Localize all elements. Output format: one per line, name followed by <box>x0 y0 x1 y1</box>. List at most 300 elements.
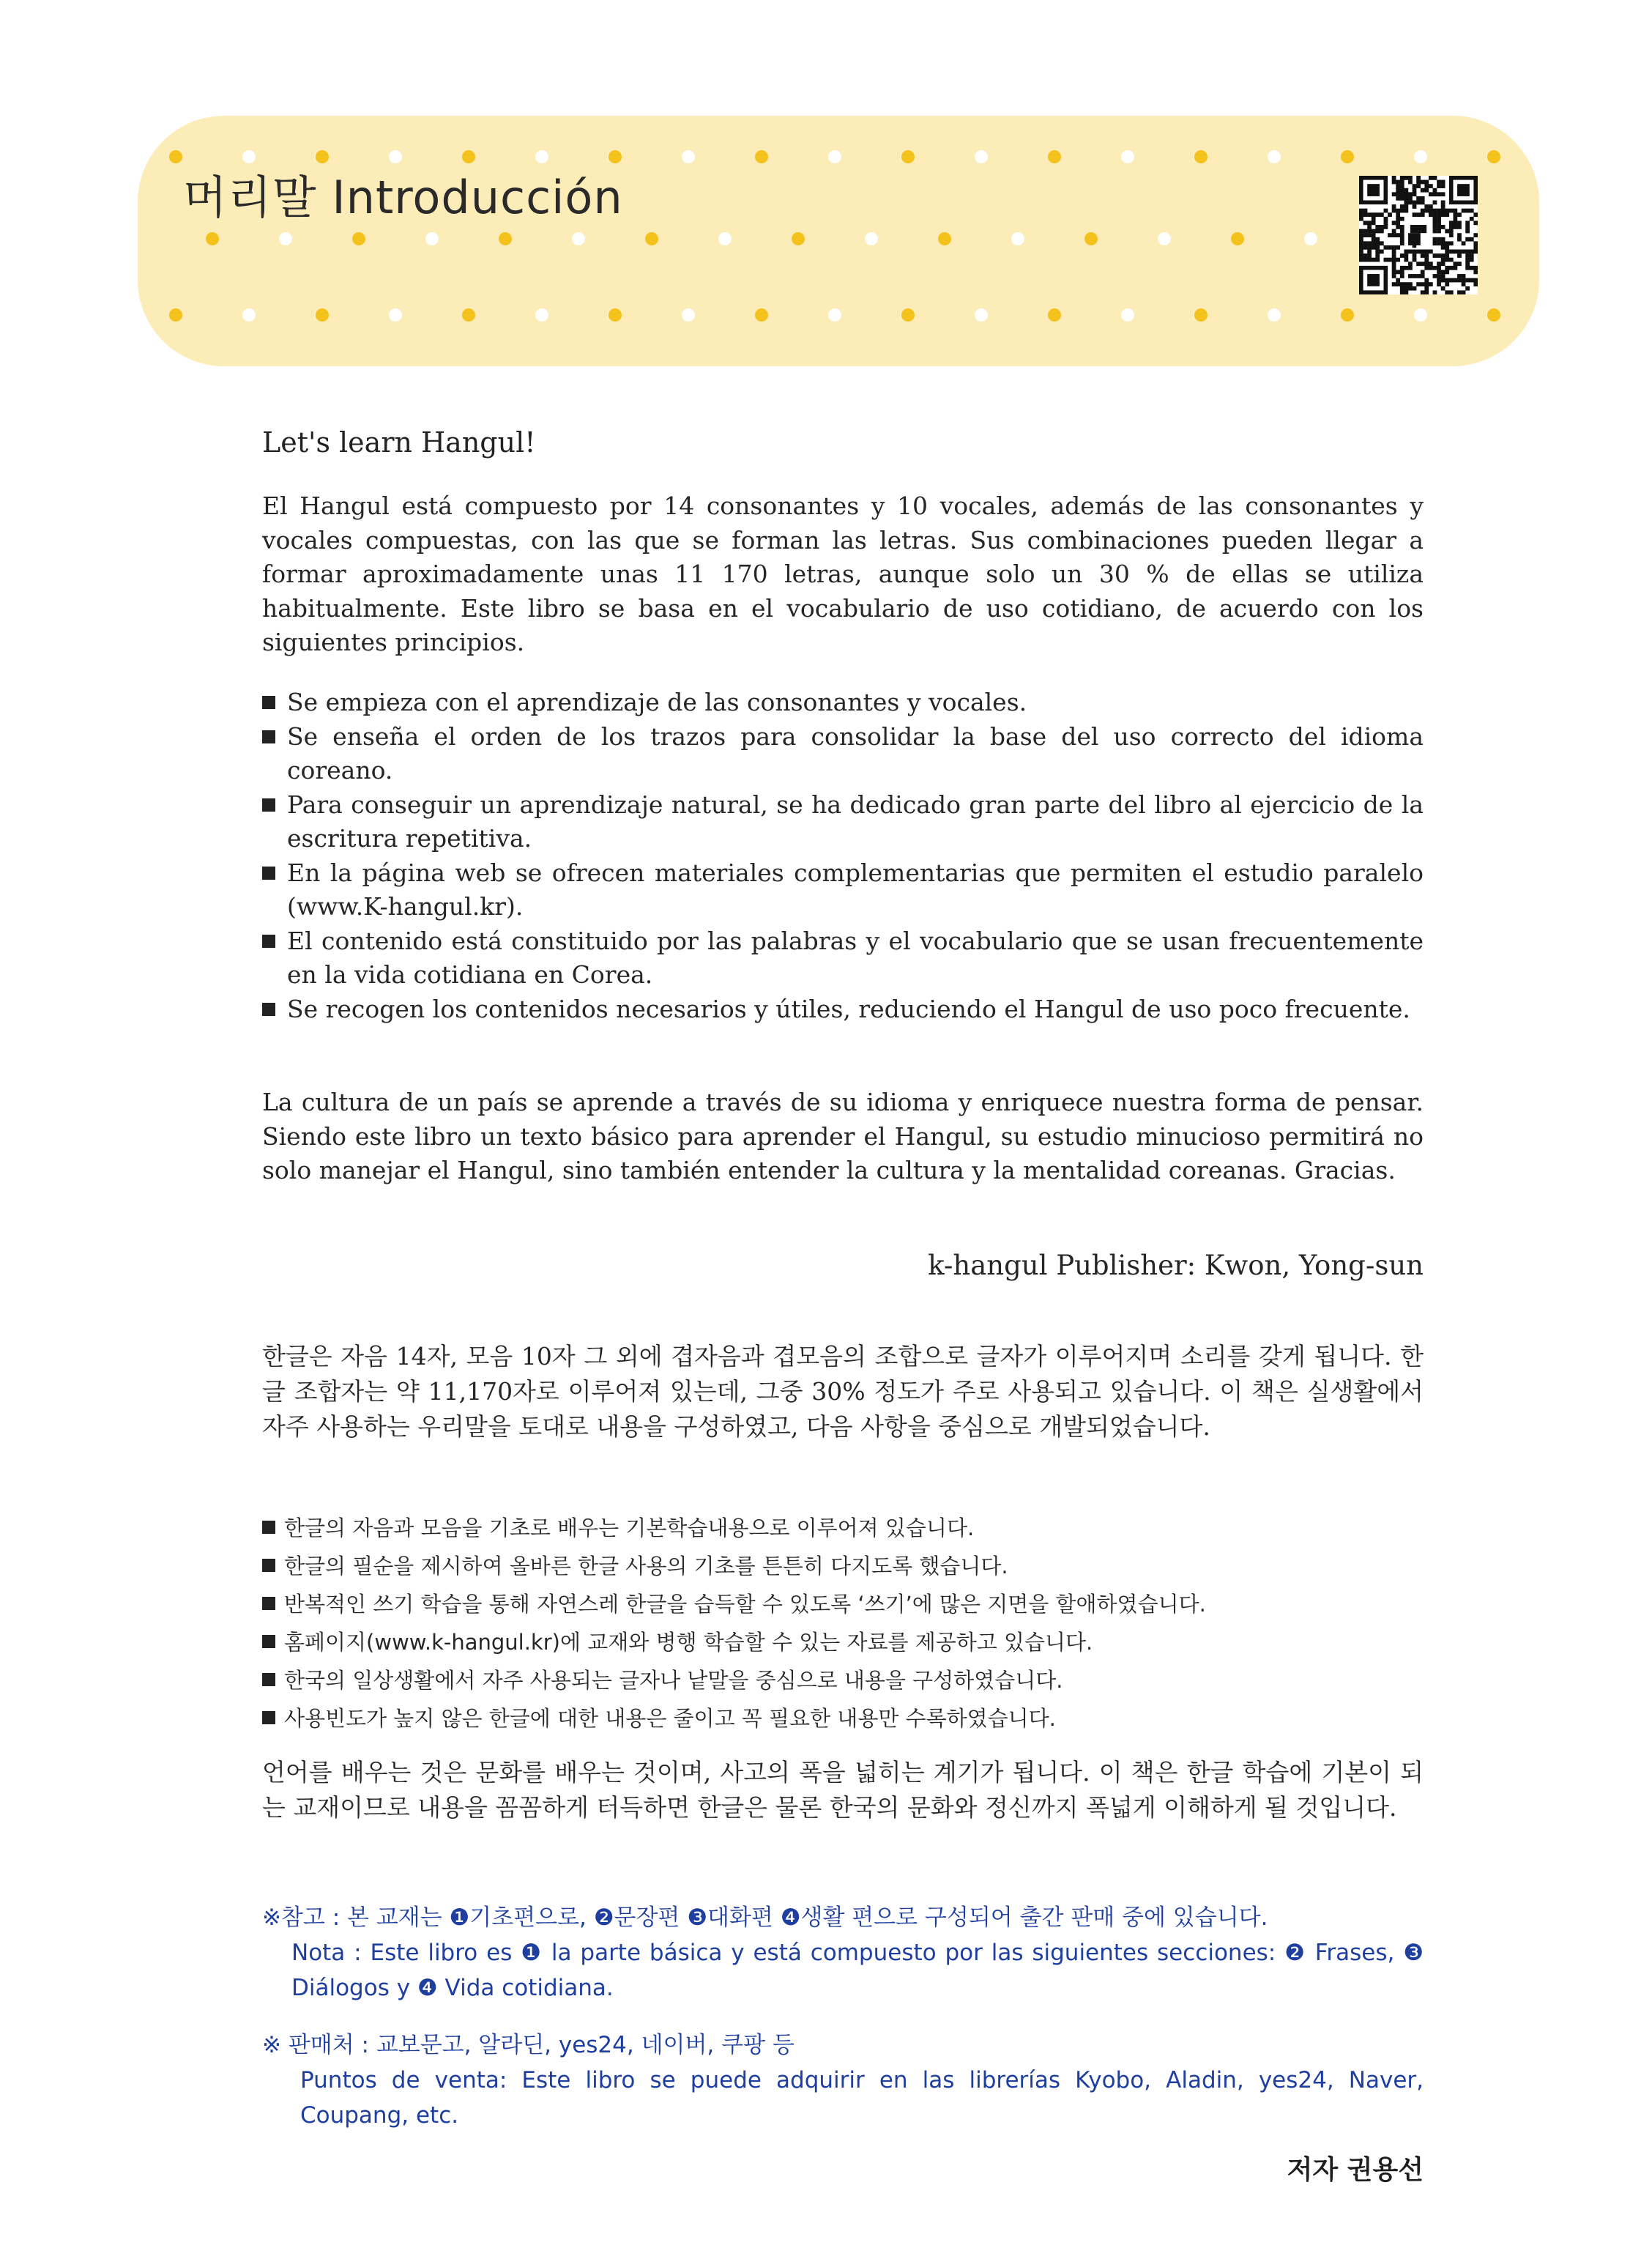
qr-module <box>1453 250 1457 254</box>
qr-module <box>1449 258 1454 262</box>
decor-dot <box>462 308 475 322</box>
qr-module <box>1404 204 1408 209</box>
qr-module <box>1429 209 1433 213</box>
qr-module <box>1375 241 1380 245</box>
qr-module <box>1424 286 1429 291</box>
qr-module <box>1408 201 1413 205</box>
qr-module <box>1392 250 1396 254</box>
sales-note-spanish: Puntos de venta: Este libro se puede adquirir en las librerías Kyobo, Aladin, yes24, Naver, Coupang, etc. <box>300 2067 1424 2129</box>
qr-module <box>1416 184 1421 188</box>
qr-module <box>1400 241 1404 245</box>
qr-code-icon[interactable] <box>1359 176 1478 294</box>
qr-module <box>1470 237 1474 242</box>
qr-module <box>1429 266 1433 270</box>
qr-module <box>1437 253 1441 258</box>
qr-module <box>1465 258 1470 262</box>
qr-module <box>1408 233 1421 245</box>
qr-module <box>1363 253 1368 258</box>
qr-module <box>1359 233 1363 237</box>
qr-module <box>1449 220 1454 225</box>
qr-module <box>1359 250 1363 254</box>
qr-module <box>1465 286 1470 291</box>
qr-module <box>1437 229 1441 234</box>
qr-module <box>1473 266 1478 270</box>
qr-module <box>1465 225 1470 229</box>
qr-module <box>1408 192 1413 196</box>
qr-module <box>1441 201 1446 205</box>
decor-dot <box>1487 308 1500 322</box>
qr-module <box>1363 229 1368 234</box>
qr-module <box>1400 188 1404 193</box>
qr-module <box>1404 176 1408 180</box>
qr-module <box>1359 245 1363 250</box>
qr-module <box>1473 282 1478 286</box>
qr-module <box>1400 229 1404 234</box>
decor-dot <box>1048 308 1061 322</box>
square-bullet-icon <box>262 1003 275 1016</box>
qr-module <box>1400 237 1404 242</box>
korean-bullet-list <box>262 1509 1424 1737</box>
qr-module <box>1408 261 1413 266</box>
decor-dot <box>1341 150 1354 163</box>
qr-module <box>1445 229 1449 234</box>
qr-module <box>1437 266 1441 270</box>
qr-module <box>1465 209 1470 213</box>
qr-module <box>1400 286 1404 291</box>
qr-module <box>1421 209 1425 213</box>
decor-dot <box>975 150 988 163</box>
decor-dot <box>169 150 182 163</box>
decor-dot <box>206 232 219 245</box>
qr-module <box>1392 229 1396 234</box>
decor-dot <box>828 308 841 322</box>
qr-module <box>1433 253 1437 258</box>
qr-module <box>1416 274 1421 278</box>
qr-module <box>1363 241 1368 245</box>
qr-module <box>1392 180 1396 185</box>
qr-module <box>1449 233 1454 237</box>
list-item-text: Se empieza con el aprendizaje de las consonantes y vocales. <box>287 688 1027 716</box>
decor-dot <box>1268 308 1281 322</box>
qr-module <box>1416 201 1421 205</box>
square-bullet-icon <box>262 1635 275 1648</box>
qr-module <box>1413 212 1417 217</box>
qr-module <box>1380 250 1384 254</box>
qr-module <box>1375 212 1380 217</box>
list-item-text: 사용빈도가 높지 않은 한글에 대한 내용은 줄이고 꼭 필요한 내용만 수록하였습니다. <box>284 1706 1056 1731</box>
qr-module <box>1372 233 1376 237</box>
qr-module <box>1457 220 1462 225</box>
qr-module <box>1441 180 1446 185</box>
qr-module <box>1449 278 1454 283</box>
qr-module <box>1421 290 1425 294</box>
qr-module <box>1413 204 1417 209</box>
list-item-text: Para conseguir un aprendizaje natural, se ha dedicado gran parte del libro al ejercicio de la escritura repetitiva. <box>287 790 1424 853</box>
qr-module <box>1380 212 1384 217</box>
decor-dot <box>389 308 402 322</box>
qr-module <box>1441 258 1446 262</box>
qr-module <box>1359 253 1363 258</box>
decor-dot <box>609 308 622 322</box>
qr-module <box>1457 212 1462 217</box>
list-item <box>262 1699 1424 1737</box>
qr-module <box>1400 180 1404 185</box>
qr-module <box>1408 282 1413 286</box>
decor-dot <box>1414 308 1427 322</box>
qr-module <box>1392 245 1396 250</box>
qr-module <box>1424 266 1429 270</box>
qr-module <box>1421 253 1425 258</box>
qr-module <box>1421 270 1425 274</box>
list-item <box>262 924 1424 993</box>
list-item-text: 한글의 필순을 제시하여 올바른 한글 사용의 기초를 튼튼히 다지도록 했습니다. <box>284 1554 1008 1579</box>
list-item <box>262 1547 1424 1585</box>
qr-module <box>1396 258 1400 262</box>
list-item-text: 한글의 자음과 모음을 기초로 배우는 기본학습내용으로 이루어져 있습니다. <box>284 1516 975 1540</box>
qr-module <box>1400 225 1404 229</box>
list-item <box>262 1623 1424 1661</box>
qr-module <box>1473 278 1478 283</box>
qr-module <box>1392 209 1396 213</box>
decor-dot <box>535 308 548 322</box>
decor-dot <box>1487 150 1500 163</box>
qr-module <box>1424 282 1429 286</box>
decor-dot <box>1011 232 1024 245</box>
decor-dot <box>865 232 878 245</box>
qr-module <box>1416 196 1421 201</box>
qr-module <box>1410 225 1426 233</box>
qr-module <box>1465 261 1470 266</box>
qr-module <box>1441 209 1446 213</box>
qr-module <box>1462 241 1466 245</box>
qr-module <box>1453 209 1457 213</box>
qr-module <box>1396 245 1400 250</box>
decor-dot <box>682 308 695 322</box>
publisher-signature: k-hangul Publisher: Kwon, Yong-sun <box>928 1250 1424 1281</box>
qr-module <box>1392 282 1396 286</box>
qr-module <box>1396 233 1400 237</box>
qr-module <box>1408 196 1413 201</box>
qr-module <box>1392 261 1396 266</box>
list-item <box>262 1661 1424 1699</box>
qr-module <box>1453 225 1457 229</box>
qr-module <box>1404 286 1408 291</box>
qr-module <box>1465 237 1470 242</box>
qr-module <box>1449 250 1454 254</box>
qr-module <box>1421 196 1425 201</box>
qr-module <box>1433 229 1437 234</box>
decor-dot <box>1194 150 1208 163</box>
decor-dot <box>792 232 805 245</box>
qr-module <box>1359 237 1363 242</box>
qr-module <box>1367 241 1372 245</box>
qr-module <box>1470 253 1474 258</box>
qr-module <box>1384 220 1388 225</box>
qr-module <box>1367 258 1372 262</box>
qr-module <box>1375 253 1380 258</box>
qr-module <box>1416 261 1421 266</box>
qr-module <box>1453 217 1457 221</box>
qr-module <box>1441 237 1446 242</box>
qr-module <box>1400 282 1404 286</box>
qr-module <box>1380 225 1384 229</box>
qr-module <box>1429 212 1433 217</box>
qr-module <box>1421 282 1425 286</box>
list-item-text: Se enseña el orden de los trazos para consolidar la base del uso correcto del idioma coreano. <box>287 722 1424 784</box>
qr-module <box>1404 282 1408 286</box>
qr-module <box>1400 290 1404 294</box>
qr-module <box>1445 282 1449 286</box>
qr-module <box>1437 237 1441 242</box>
qr-module <box>1441 241 1446 245</box>
qr-module <box>1453 212 1457 217</box>
qr-module <box>1367 233 1372 237</box>
qr-module <box>1392 233 1396 237</box>
qr-module <box>1449 225 1454 229</box>
dot-pattern <box>138 116 1539 366</box>
decor-dot <box>938 232 951 245</box>
decor-dot <box>499 232 512 245</box>
qr-module <box>1445 258 1449 262</box>
qr-module <box>1375 225 1380 229</box>
qr-module <box>1392 253 1396 258</box>
qr-module <box>1457 237 1462 242</box>
qr-module <box>1470 250 1474 254</box>
qr-module <box>1445 241 1449 245</box>
qr-module <box>1363 245 1368 250</box>
qr-module <box>1462 274 1466 278</box>
qr-module <box>1441 274 1446 278</box>
qr-module <box>1429 250 1433 254</box>
qr-module <box>1441 225 1446 229</box>
qr-module <box>1445 250 1449 254</box>
qr-module <box>1433 225 1437 229</box>
qr-module <box>1437 180 1441 185</box>
qr-module <box>1400 204 1404 209</box>
qr-module <box>1465 266 1470 270</box>
qr-module <box>1453 278 1457 283</box>
qr-module <box>1408 250 1413 254</box>
qr-module <box>1372 212 1376 217</box>
qr-module <box>1433 176 1437 180</box>
qr-module <box>1413 188 1417 193</box>
list-item <box>262 720 1424 788</box>
qr-module <box>1433 188 1437 193</box>
qr-module <box>1433 241 1437 245</box>
qr-module <box>1433 212 1437 217</box>
qr-module <box>1400 209 1404 213</box>
qr-module <box>1457 253 1462 258</box>
decor-dot <box>316 308 329 322</box>
qr-module <box>1396 184 1400 188</box>
qr-module <box>1372 245 1376 250</box>
qr-module <box>1462 209 1466 213</box>
qr-module <box>1445 245 1449 250</box>
qr-module <box>1437 270 1441 274</box>
qr-module <box>1424 258 1429 262</box>
qr-module <box>1465 253 1470 258</box>
qr-module <box>1367 250 1372 254</box>
qr-module <box>1433 274 1437 278</box>
qr-module <box>1473 270 1478 274</box>
qr-module <box>1396 209 1400 213</box>
qr-module <box>1408 286 1413 291</box>
qr-module <box>1375 245 1380 250</box>
qr-module <box>1408 180 1413 185</box>
qr-module <box>1367 220 1372 225</box>
square-bullet-icon <box>262 867 275 880</box>
qr-module <box>1384 225 1388 229</box>
qr-module <box>1473 233 1478 237</box>
qr-module <box>1372 258 1376 262</box>
qr-module <box>1375 258 1380 262</box>
qr-module <box>1384 209 1388 213</box>
decor-dot <box>1194 308 1208 322</box>
qr-module <box>1413 250 1417 254</box>
decor-dot <box>1304 232 1317 245</box>
qr-module <box>1388 233 1392 237</box>
qr-module <box>1437 192 1441 196</box>
qr-module <box>1437 217 1441 221</box>
square-bullet-icon <box>262 1711 275 1724</box>
qr-module <box>1433 266 1437 270</box>
qr-module <box>1470 217 1474 221</box>
qr-module <box>1465 220 1470 225</box>
decor-dot <box>1268 150 1281 163</box>
qr-module <box>1404 290 1408 294</box>
decor-dot <box>1414 150 1427 163</box>
qr-module <box>1445 266 1449 270</box>
qr-module <box>1396 225 1400 229</box>
decor-dot <box>169 308 182 322</box>
decor-dot <box>242 308 256 322</box>
qr-module <box>1433 209 1437 213</box>
qr-module <box>1408 266 1413 270</box>
qr-module <box>1359 241 1363 245</box>
qr-module <box>1367 274 1380 286</box>
qr-module <box>1413 274 1417 278</box>
header-banner <box>138 116 1539 366</box>
qr-module <box>1367 229 1372 234</box>
qr-module <box>1375 229 1380 234</box>
qr-module <box>1413 253 1417 258</box>
qr-module <box>1441 245 1446 250</box>
qr-module <box>1441 270 1446 274</box>
qr-module <box>1429 184 1433 188</box>
qr-module <box>1465 278 1470 283</box>
list-item-text: 반복적인 쓰기 학습을 통해 자연스레 한글을 습득할 수 있도록 ‘쓰기’에 많은 지면을 할애하였습니다. <box>284 1592 1206 1617</box>
qr-module <box>1375 250 1380 254</box>
spanish-closing: La cultura de un país se aprende a través de su idioma y enriquece nuestra forma de pensar. Siendo este libro un texto básico para aprender el Hangul, su estudio minucioso permitirá no solo manejar el Hangul, sino también entender la cultura y la mentalidad coreanas. Gracias. <box>262 1088 1424 1184</box>
qr-module <box>1441 212 1446 217</box>
qr-module <box>1416 212 1421 217</box>
qr-module <box>1473 220 1478 225</box>
qr-module <box>1380 229 1384 234</box>
qr-module <box>1470 278 1474 283</box>
qr-module <box>1421 180 1425 185</box>
qr-module <box>1462 278 1466 283</box>
qr-module <box>1367 245 1372 250</box>
list-item-text: El contenido está constituido por las palabras y el vocabulario que se usan frecuentemente en la vida cotidiana en Corea. <box>287 926 1424 989</box>
qr-module <box>1421 212 1425 217</box>
qr-module <box>1441 204 1446 209</box>
qr-module <box>1413 286 1417 291</box>
qr-module <box>1363 212 1368 217</box>
qr-module <box>1433 201 1437 205</box>
decor-dot <box>975 308 988 322</box>
qr-module <box>1392 176 1396 180</box>
qr-module <box>1416 282 1421 286</box>
decor-dot <box>828 150 841 163</box>
qr-module <box>1433 192 1437 196</box>
list-item <box>262 993 1424 1027</box>
qr-module <box>1421 188 1425 193</box>
qr-module <box>1445 212 1449 217</box>
qr-module <box>1462 250 1466 254</box>
qr-module <box>1384 245 1388 250</box>
qr-module <box>1424 278 1429 283</box>
qr-module <box>1424 253 1429 258</box>
list-item-text: En la página web se ofrecen materiales complementarias que permiten el estudio paralelo (www.K-hangul.kr). <box>287 858 1424 921</box>
qr-module <box>1457 184 1470 196</box>
square-bullet-icon <box>262 730 275 743</box>
qr-module <box>1416 250 1421 254</box>
qr-module <box>1400 253 1404 258</box>
qr-module <box>1421 201 1425 205</box>
qr-module <box>1413 184 1417 188</box>
qr-module <box>1470 258 1474 262</box>
qr-module <box>1372 241 1376 245</box>
qr-module <box>1441 286 1446 291</box>
qr-module <box>1424 290 1429 294</box>
qr-module <box>1424 209 1429 213</box>
qr-module <box>1400 192 1404 196</box>
qr-module <box>1396 217 1400 221</box>
qr-module <box>1359 258 1363 262</box>
qr-module <box>1441 278 1446 283</box>
decor-dot <box>352 232 365 245</box>
list-item <box>262 1585 1424 1623</box>
qr-module <box>1413 258 1417 262</box>
list-item-text: 홈페이지(www.k-hangul.kr)에 교재와 병행 학습할 수 있는 자료를 제공하고 있습니다. <box>284 1630 1093 1655</box>
sales-note-korean: ※ 판매처 : 교보문고, 알라딘, yes24, 네이버, 쿠팡 등 <box>262 2032 795 2058</box>
page-title: 머리말 Introducción <box>183 171 623 224</box>
qr-module <box>1380 241 1384 245</box>
decor-dot <box>682 150 695 163</box>
decor-dot <box>901 150 915 163</box>
qr-module <box>1453 266 1457 270</box>
qr-module <box>1404 192 1408 196</box>
qr-module <box>1392 258 1396 262</box>
qr-module <box>1449 266 1454 270</box>
qr-module <box>1392 204 1396 209</box>
qr-module <box>1400 184 1404 188</box>
qr-module <box>1372 217 1376 221</box>
qr-module <box>1396 188 1400 193</box>
decor-dot <box>755 150 768 163</box>
square-bullet-icon <box>262 696 275 709</box>
qr-module <box>1363 258 1368 262</box>
qr-module <box>1441 261 1446 266</box>
qr-module <box>1372 237 1376 242</box>
qr-module <box>1404 266 1408 270</box>
qr-module <box>1457 233 1462 237</box>
qr-module <box>1424 184 1429 188</box>
qr-module <box>1416 180 1421 185</box>
qr-module <box>1400 196 1404 201</box>
qr-module <box>1449 290 1454 294</box>
decor-dot <box>901 308 915 322</box>
